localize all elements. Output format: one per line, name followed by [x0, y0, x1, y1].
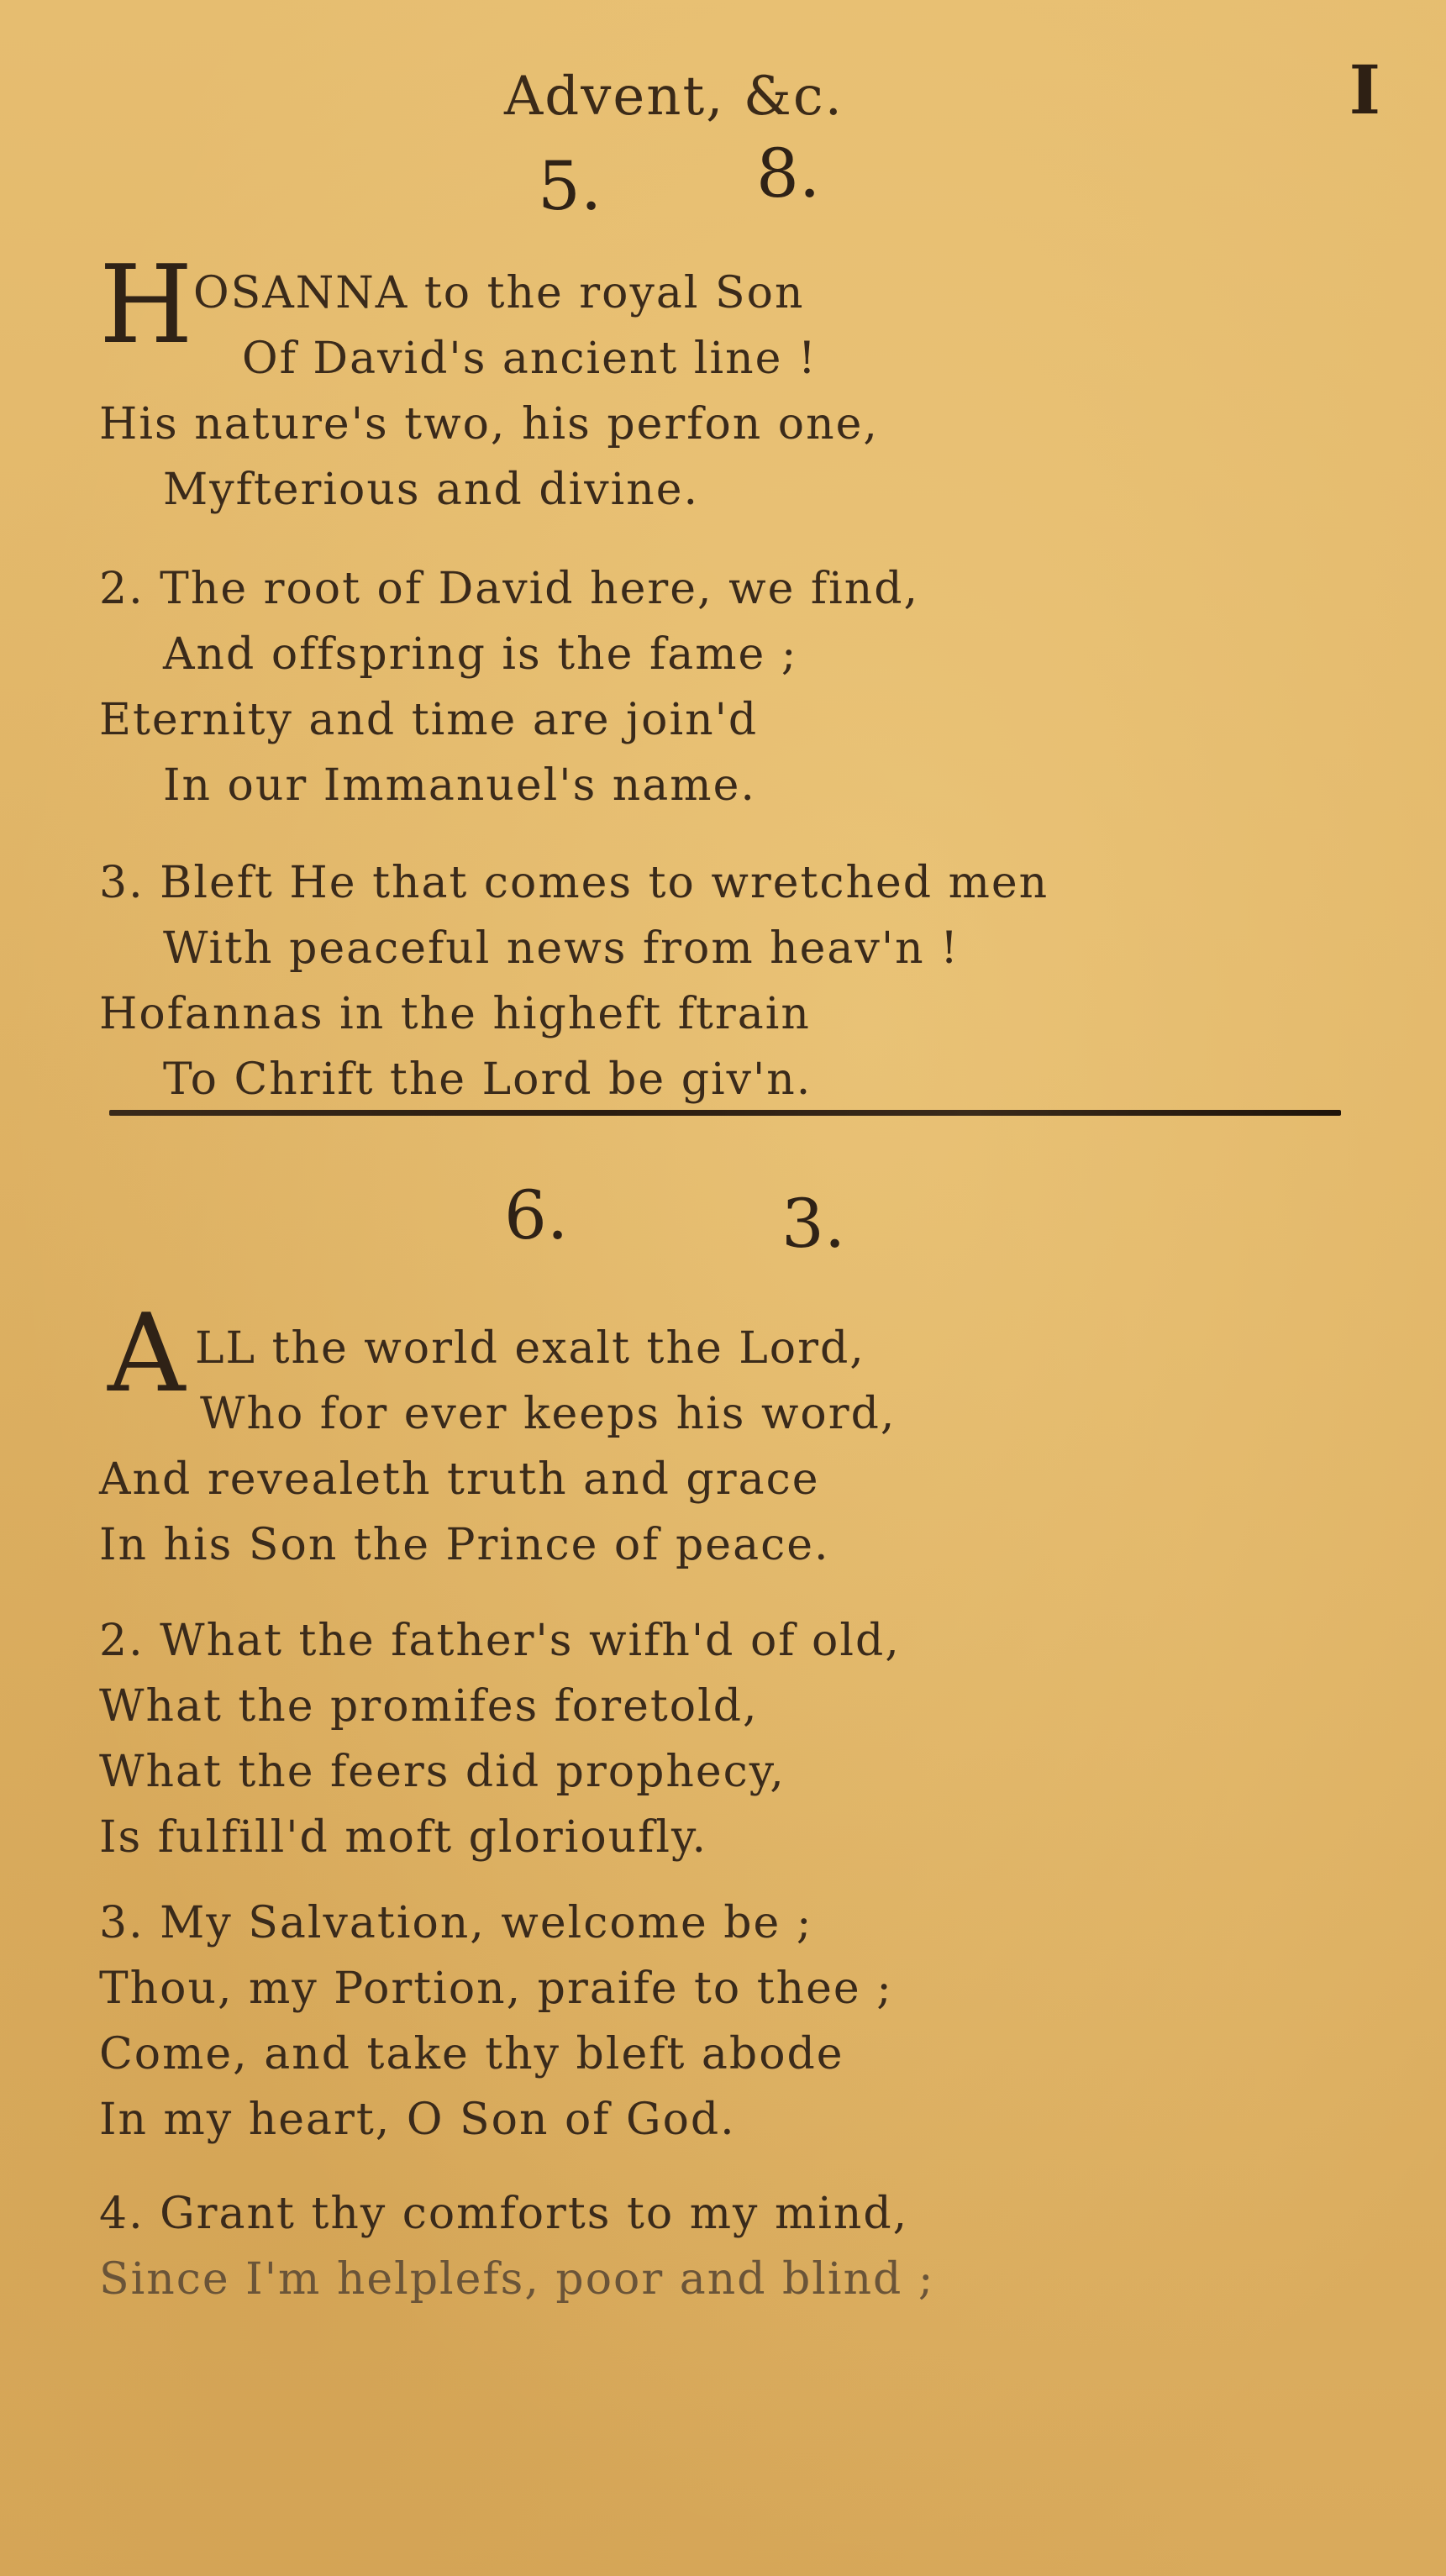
section-rule — [109, 1110, 1341, 1116]
hymn-verse-1-first-lines — [195, 1316, 896, 1447]
verse-line: In his Son the Prince of peace. — [99, 1520, 830, 1570]
hymn-verse-1-first-lines — [193, 260, 818, 392]
verse-line: Who for ever keeps his word, — [200, 1389, 897, 1439]
verse-line: What the feers did prophecy, — [99, 1747, 786, 1797]
verse-line: Is fulfill'd moft glorioufly. — [99, 1812, 708, 1863]
hymn-number: 6. — [504, 1176, 569, 1254]
verse-line: Eternity and time are join'd — [99, 695, 759, 745]
verse-line: Come, and take thy bleft abode — [99, 2029, 844, 2079]
verse-line: With peaceful news from heav'n ! — [163, 923, 960, 974]
verse-line: Since I'm helplefs, poor and blind ; — [99, 2254, 935, 2305]
verse-line: And revealeth truth and grace — [99, 1454, 820, 1505]
hymn-verse-3 — [99, 1890, 893, 2153]
verse-line: In my heart, O Son of God. — [99, 2095, 736, 2145]
hymn-verse-3 — [99, 850, 1049, 1112]
verse-line: His nature's two, his perfon one, — [99, 399, 879, 449]
drop-cap: H — [99, 243, 193, 368]
hymn-verse-1-last-lines — [99, 392, 879, 523]
drop-cap: A — [108, 1291, 186, 1417]
hymn-verse-2 — [99, 1608, 901, 1870]
hymn-tune: 8. — [756, 134, 821, 213]
verse-line: 4. Grant thy comforts to my mind, — [99, 2189, 909, 2239]
hymn-tune: 3. — [781, 1185, 846, 1263]
hymn-verse-4 — [99, 2181, 934, 2312]
verse-line: Hofannas in the higheft ftrain — [99, 989, 811, 1039]
verse-line: LL the world exalt the Lord, — [195, 1323, 865, 1374]
verse-line: OSANNA to the royal Son — [193, 268, 805, 318]
hymn-verse-2 — [99, 556, 919, 818]
verse-line: 2. What the father's wifh'd of old, — [99, 1616, 901, 1666]
hymn-number: 5. — [538, 147, 602, 225]
running-head: Advent, &c. — [504, 66, 844, 128]
verse-line: What the promifes foretold, — [99, 1681, 759, 1732]
verse-line: 2. The root of David here, we find, — [99, 564, 920, 614]
verse-line: In our Immanuel's name. — [163, 760, 756, 811]
verse-line: 3. My Salvation, welcome be ; — [99, 1898, 813, 1948]
page-number: I — [1349, 50, 1380, 129]
hymn-verse-1-last-lines — [99, 1447, 830, 1578]
verse-line: Thou, my Portion, praife to thee ; — [99, 1964, 893, 2014]
verse-line: And offspring is the fame ; — [163, 629, 798, 680]
verse-line: Of David's ancient line ! — [242, 334, 818, 384]
verse-line: 3. Bleft He that comes to wretched men — [99, 858, 1049, 908]
verse-line: Myfterious and divine. — [163, 465, 700, 515]
verse-line: To Chrift the Lord be giv'n. — [163, 1054, 812, 1105]
